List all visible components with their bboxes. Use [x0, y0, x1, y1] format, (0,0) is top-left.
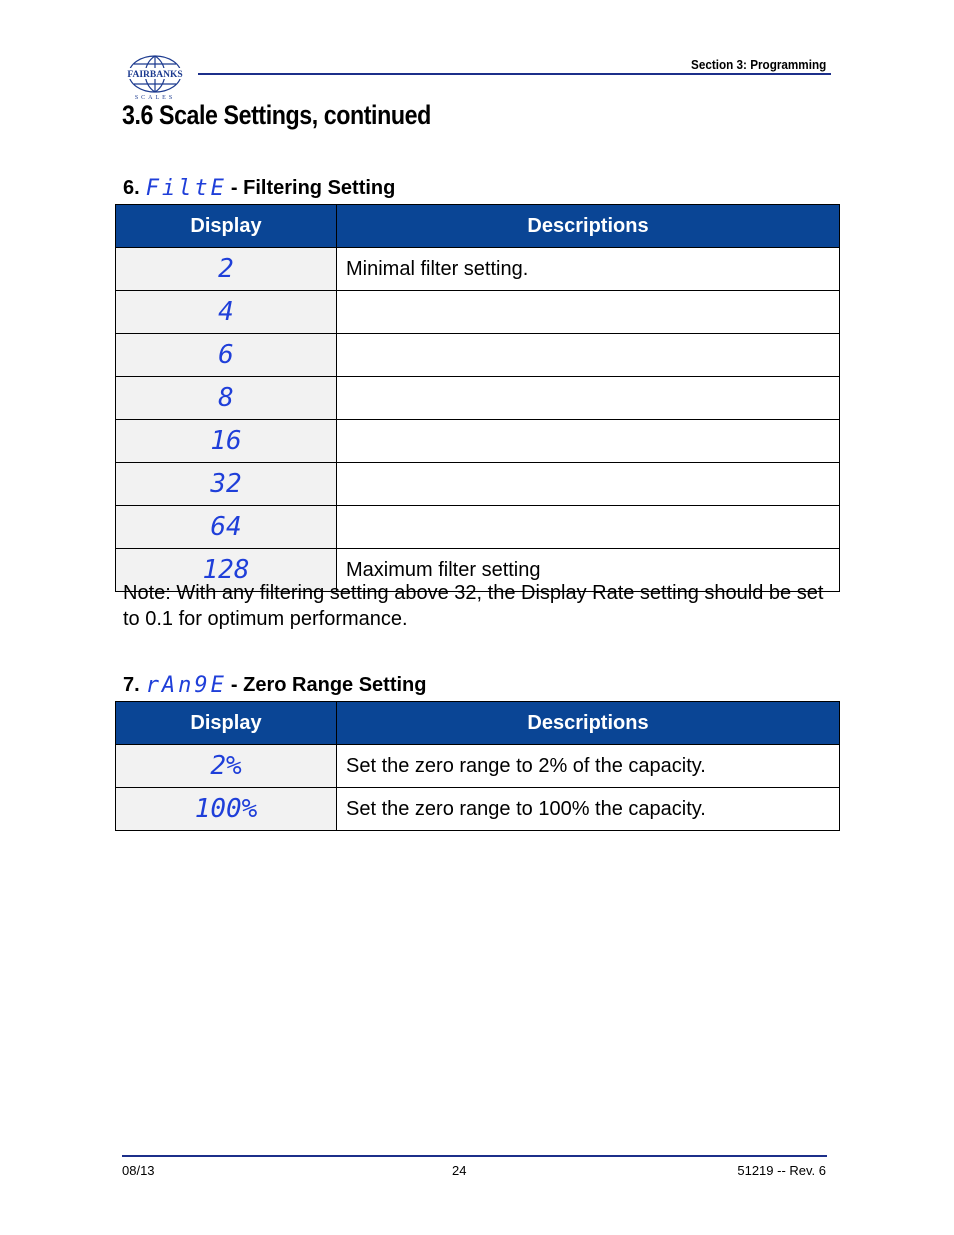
display-value: 128: [116, 549, 337, 592]
display-value: 2%: [116, 745, 337, 788]
display-value: 2: [116, 248, 337, 291]
filter-table: [115, 204, 840, 592]
description: Set the zero range to 100% the capacity.: [337, 788, 840, 831]
description: [337, 334, 840, 377]
col-descriptions: Descriptions: [337, 702, 840, 745]
table-row: [116, 463, 840, 506]
footer-rule: [122, 1155, 827, 1157]
section-label: Section 3: Programming: [690, 57, 826, 72]
page-title: 3.6 Scale Settings, continued: [122, 100, 431, 130]
display-value: 6: [116, 334, 337, 377]
description: [337, 377, 840, 420]
col-descriptions: Descriptions: [337, 205, 840, 248]
display-value: 64: [116, 506, 337, 549]
table-header-row: [116, 205, 840, 248]
range-heading: [123, 673, 427, 698]
filter-number: 6.: [123, 177, 140, 199]
header-rule: [198, 73, 831, 75]
table-header-row: [116, 702, 840, 745]
footer-page-number: 24: [452, 1163, 467, 1178]
table-row: [116, 248, 840, 291]
footer-doc-number: 51219 -- Rev. 6: [737, 1163, 826, 1178]
filter-label: - Filtering Setting: [230, 177, 396, 199]
filter-heading: [123, 176, 395, 201]
footer-date: 08/13: [122, 1163, 155, 1178]
table-row: [116, 745, 840, 788]
col-display: Display: [116, 702, 337, 745]
col-display: Display: [116, 205, 337, 248]
description: [337, 506, 840, 549]
table-row: [116, 377, 840, 420]
table-row: [116, 291, 840, 334]
table-row: [116, 420, 840, 463]
display-value: 16: [116, 420, 337, 463]
display-value: 4: [116, 291, 337, 334]
range-code: rAn9E: [145, 673, 227, 698]
display-value: 8: [116, 377, 337, 420]
table-row: [116, 788, 840, 831]
description: Maximum filter setting: [337, 549, 840, 592]
logo-text: FAIRBANKS: [127, 70, 183, 80]
description: [337, 463, 840, 506]
range-table: [115, 701, 840, 831]
logo-subtext: SCALES: [134, 95, 176, 100]
description: Minimal filter setting.: [337, 248, 840, 291]
table-row: [116, 334, 840, 377]
description: [337, 291, 840, 334]
display-value: 32: [116, 463, 337, 506]
table-row: [116, 506, 840, 549]
description: [337, 420, 840, 463]
filter-code: FiltE: [145, 176, 227, 201]
fairbanks-logo: [120, 52, 190, 100]
range-label: - Zero Range Setting: [230, 674, 427, 696]
range-number: 7.: [123, 674, 140, 696]
filter-note: Note: With any filtering setting above 32, the Display Rate setting should be set to 0.1 for optimum performance.: [123, 582, 824, 630]
display-value: 100%: [116, 788, 337, 831]
description: Set the zero range to 2% of the capacity.: [337, 745, 840, 788]
